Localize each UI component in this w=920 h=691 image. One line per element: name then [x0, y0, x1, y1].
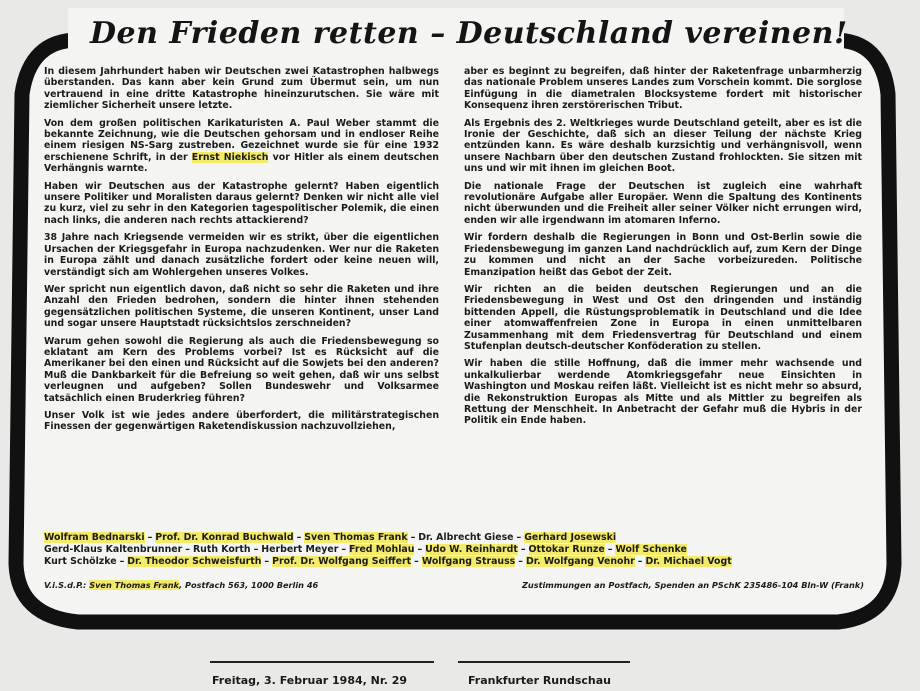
signatory-row [44, 532, 864, 544]
signatory-name: Dr. Albrecht Giese [418, 532, 514, 543]
paragraph: Die nationale Frage der Deutschen ist zugleich eine wahrhaft revolutionäre Aufgabe aller Europäer. Wenn die Spaltung des Kontinents nicht überwunden und die Freiheit aller seiner Völker nicht errungen wird, enden wir alle irgendwann im atomaren Inferno. [464, 180, 862, 226]
paragraph: Wir haben die stille Hoffnung, daß die immer mehr wachsende und unkalkulierbar werdende Atomkriegsgefahr neue Einsichten in Washington und Moskau reifen läßt. Vielleicht ist es nicht mehr so absurd, die Rekonstruktion Europas als Mitte und als Mittler zu begreifen als Rettung der Menschheit. In Anbetracht der Gefahr muß die Hybris in der Politik ein Ende haben. [464, 358, 862, 427]
right-column [464, 66, 862, 433]
signatory-name: Wolfram Bednarski [44, 532, 145, 543]
dash-separator: – [410, 532, 416, 543]
dash-separator: – [185, 543, 190, 555]
vsdp-name: Sven Thomas Frank [89, 580, 180, 590]
dash-separator: – [147, 532, 153, 543]
paragraph: In diesem Jahrhundert haben wir Deutschen zwei Katastrophen halbwegs überstanden. Das kann aber kein Grund zum Übermut sein, um nun vertrauend in eine dritte Katastrophe hineinzurutschen. Sie wäre mit ziemlicher Sicherheit unsere letzte. [44, 66, 439, 112]
dash-separator: – [414, 555, 419, 567]
dash-separator: – [417, 543, 423, 555]
signatory-name: Gerhard Josewski [524, 532, 617, 543]
vsdp-note: V.i.S.d.P.: Sven Thomas Frank, Postfach 563, 1000 Berlin 46 [44, 580, 319, 590]
dash-separator: – [518, 555, 523, 567]
paragraph: Wir richten an die beiden deutschen Regierungen und an die Friedensbewegung in West und Ost den dringenden und inständig bittenden Appell, die Rüstungsproblematik in Deutschland und die Idee einer atomwaffenfreien Zone in Europa in einen unmittelbaren Zusammenhang mit dem Friedensvertrag für Deutschland und einem Stufenplan deutsch-deutscher Konföderation zu stellen. [464, 283, 862, 352]
dash-separator: – [607, 543, 613, 555]
dash-separator: – [119, 555, 125, 567]
signatory-row [44, 556, 864, 568]
dateline: Freitag, 3. Februar 1984, Nr. 29 [212, 674, 408, 687]
headline: Den Frieden retten – Deutschland vereinen! [90, 16, 848, 51]
signatory-name: Udo W. Reinhardt [425, 543, 518, 555]
dash-separator: – [341, 543, 347, 555]
signatory-name: Prof. Dr. Wolfgang Seiffert [272, 555, 412, 567]
signatory-name: Gerd-Klaus Kaltenbrunner [44, 543, 183, 555]
signatory-name: Fred Mohlau [349, 543, 415, 555]
signatory-name: Prof. Dr. Konrad Buchwald [155, 532, 294, 543]
signatory-name: Dr. Theodor Schweisfurth [127, 555, 262, 567]
paragraph: 38 Jahre nach Kriegsende vermeiden wir es strikt, über die eigentlichen Ursachen der Kriegsgefahr in Europa nachzudenken. Wer nur die Raketen in Europa zählt und danach zusätzliche fordert oder keine neuen will, verständigt sich am Wohlergehen unseres Volkes. [44, 232, 439, 278]
dash-separator: – [520, 543, 526, 555]
dateline-rule-left [210, 661, 434, 663]
signatory-name: Kurt Schölzke [44, 555, 117, 567]
paragraph: aber es beginnt zu begreifen, daß hinter der Raketenfrage unbarmherzig das nationale Problem unseres Landes zum Vorschein kommt. Die sorglose Einfügung in die diametralen Blocksysteme fordert mit historischer Konsequenz ihren zerstörerischen Tribut. [464, 66, 862, 112]
contact-note: Zustimmungen an Postfach, Spenden an PSchK 235486-104 Bln-W (Frank) [521, 580, 864, 590]
paragraph: Als Ergebnis des 2. Weltkrieges wurde Deutschland geteilt, aber es ist die Ironie der Geschichte, daß sich an dieser Teilung der nächste Krieg entzünden kann. Es wäre deshalb kurzsichtig und verhängnisvoll, wenn unsere Nachbarn über den deutschen Zustand frohlockten. Sie sitzen mit uns und wir mit ihnen im gleichen Boot. [464, 117, 862, 175]
signatory-name: Sven Thomas Frank [304, 532, 408, 543]
signatory-name: Ruth Korth [192, 543, 251, 555]
paragraph: Von dem großen politischen Karikaturisten A. Paul Weber stammt die bekannte Zeichnung, wie die Deutschen gehorsam und in endloser Reihe einem riesigen NS-Sarg zustreben. Gezeichnet wurde sie für eine 1932 erschienene Schrift, in der Ernst Niekisch vor Hitler als einem deutschen Verhängnis warnte. [44, 117, 439, 175]
paragraph: Wer spricht nun eigentlich davon, daß nicht so sehr die Raketen und ihre Anzahl den Frieden bedrohen, sondern die hinter ihnen stehenden gegensätzlichen politischen Systeme, die unseren Kontinent, unser Land und sogar unsere Hauptstadt rücksichtslos zerschneiden? [44, 283, 439, 330]
dash-separator: – [516, 532, 522, 543]
highlighted-name: Ernst Niekisch [191, 151, 269, 163]
signatory-name: Dr. Wolfgang Venohr [525, 555, 635, 567]
dash-separator: – [637, 555, 643, 567]
signatory-name: Dr. Michael Vogt [645, 555, 732, 567]
dash-separator: – [296, 532, 302, 543]
signatory-name: Ottokar Runze [528, 543, 605, 555]
paragraph: Unser Volk ist wie jedes andere überfordert, die militärstrategischen Finessen der gegenwärtigen Raketendiskussion nachzuvollziehen, [44, 409, 439, 433]
signatory-name: Wolf Schenke [615, 543, 687, 555]
signatory-list [44, 532, 864, 567]
paragraph: Haben wir Deutschen aus der Katastrophe gelernt? Haben eigentlich unsere Politiker und Moralisten daraus gelernt? Denken wir nicht alle viel zu kurz, viel zu sehr in den Kategorien tagespolitischer Polemik, die einen nach links, die anderen nach rechts attackierend? [44, 180, 439, 226]
signatory-row [44, 544, 864, 556]
signatory-name: Herbert Meyer [261, 543, 339, 555]
newspaper-name: Frankfurter Rundschau [468, 674, 611, 687]
paragraph: Wir fordern deshalb die Regierungen in Bonn und Ost-Berlin sowie die Friedensbewegung im ganzen Land nachdrücklich auf, zum Kern der Dinge zu kommen und nicht an der Sache vorbeizureden. Politische Emanzipation heißt das Gebot der Zeit. [464, 232, 862, 278]
paragraph: Warum gehen sowohl die Regierung als auch die Friedensbewegung so eklatant am Kern des Problems vorbei? Ist es Rücksicht auf die Amerikaner bei den einen und Rücksicht auf die Sowjets bei den anderen? Muß die Dankbarkeit für die Befreiung so weit gehen, daß wir uns selbst verleugnen und aufgeben? Sollen Bundeswehr und Volksarmee tatsächlich einen Bruderkrieg führen? [44, 335, 439, 404]
signatory-name: Wolfgang Strauss [421, 555, 516, 567]
left-column [44, 66, 439, 439]
dateline-rule-right [458, 661, 630, 663]
dash-separator: – [253, 543, 259, 555]
dash-separator: – [264, 555, 270, 567]
